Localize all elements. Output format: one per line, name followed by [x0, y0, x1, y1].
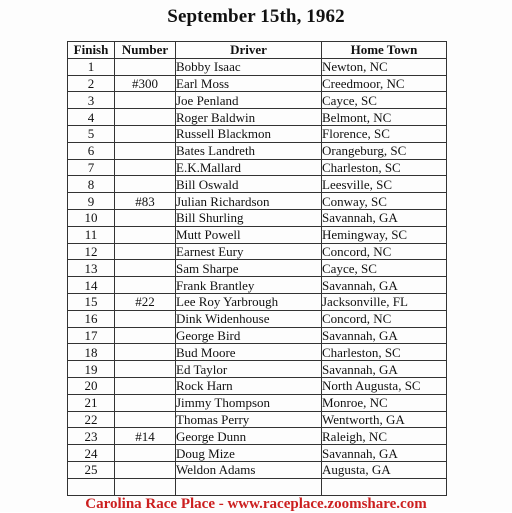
- empty-cell: [68, 478, 115, 495]
- number-cell: [115, 142, 176, 159]
- header-number: Number: [115, 42, 176, 59]
- driver-cell: E.K.Mallard: [176, 159, 322, 176]
- finish-cell: 14: [68, 277, 115, 294]
- race-results-table: [67, 41, 447, 496]
- home-town-cell: Jacksonville, FL: [322, 293, 447, 310]
- number-cell: [115, 176, 176, 193]
- home-town-cell: Florence, SC: [322, 125, 447, 142]
- finish-cell: 20: [68, 377, 115, 394]
- finish-cell: 8: [68, 176, 115, 193]
- number-cell: [115, 377, 176, 394]
- table-row: [68, 344, 447, 361]
- finish-cell: 9: [68, 193, 115, 210]
- home-town-cell: Savannah, GA: [322, 361, 447, 378]
- number-cell: [115, 344, 176, 361]
- empty-cell: [176, 478, 322, 495]
- driver-cell: Russell Blackmon: [176, 125, 322, 142]
- header-finish: Finish: [68, 42, 115, 59]
- number-cell: [115, 243, 176, 260]
- number-cell: [115, 209, 176, 226]
- home-town-cell: Charleston, SC: [322, 159, 447, 176]
- number-cell: [115, 411, 176, 428]
- driver-cell: Jimmy Thompson: [176, 394, 322, 411]
- finish-cell: 24: [68, 445, 115, 462]
- number-cell: [115, 327, 176, 344]
- finish-cell: 25: [68, 461, 115, 478]
- number-cell: #83: [115, 193, 176, 210]
- home-town-cell: Hemingway, SC: [322, 226, 447, 243]
- table-row: [68, 243, 447, 260]
- number-cell: [115, 394, 176, 411]
- home-town-cell: Belmont, NC: [322, 109, 447, 126]
- driver-cell: George Dunn: [176, 428, 322, 445]
- home-town-cell: Orangeburg, SC: [322, 142, 447, 159]
- table-row: [68, 461, 447, 478]
- finish-cell: 22: [68, 411, 115, 428]
- number-cell: [115, 260, 176, 277]
- number-cell: [115, 125, 176, 142]
- number-cell: [115, 159, 176, 176]
- finish-cell: 10: [68, 209, 115, 226]
- home-town-cell: Savannah, GA: [322, 327, 447, 344]
- finish-cell: 2: [68, 75, 115, 92]
- footer-credit: Carolina Race Place - www.raceplace.zoomshare.com: [85, 496, 427, 512]
- number-cell: [115, 361, 176, 378]
- home-town-cell: Monroe, NC: [322, 394, 447, 411]
- table-row: [68, 125, 447, 142]
- table-header-row: [68, 42, 447, 59]
- number-cell: [115, 277, 176, 294]
- driver-cell: Dink Widenhouse: [176, 310, 322, 327]
- driver-cell: Bud Moore: [176, 344, 322, 361]
- driver-cell: Roger Baldwin: [176, 109, 322, 126]
- table-row: [68, 159, 447, 176]
- home-town-cell: Wentworth, GA: [322, 411, 447, 428]
- finish-cell: 15: [68, 293, 115, 310]
- finish-cell: 7: [68, 159, 115, 176]
- home-town-cell: North Augusta, SC: [322, 377, 447, 394]
- number-cell: [115, 58, 176, 75]
- number-cell: [115, 461, 176, 478]
- driver-cell: Ed Taylor: [176, 361, 322, 378]
- empty-cell: [322, 478, 447, 495]
- page-title: September 15th, 1962: [167, 6, 345, 27]
- table-row: [68, 411, 447, 428]
- home-town-cell: Augusta, GA: [322, 461, 447, 478]
- home-town-cell: Cayce, SC: [322, 92, 447, 109]
- home-town-cell: Leesville, SC: [322, 176, 447, 193]
- driver-cell: Rock Harn: [176, 377, 322, 394]
- table-row: [68, 377, 447, 394]
- number-cell: [115, 226, 176, 243]
- home-town-cell: Newton, NC: [322, 58, 447, 75]
- driver-cell: Mutt Powell: [176, 226, 322, 243]
- finish-cell: 23: [68, 428, 115, 445]
- driver-cell: Bobby Isaac: [176, 58, 322, 75]
- number-cell: [115, 445, 176, 462]
- finish-cell: 17: [68, 327, 115, 344]
- finish-cell: 11: [68, 226, 115, 243]
- driver-cell: Earl Moss: [176, 75, 322, 92]
- table-row: [68, 361, 447, 378]
- empty-cell: [115, 478, 176, 495]
- table-row: [68, 394, 447, 411]
- finish-cell: 21: [68, 394, 115, 411]
- table-row: [68, 193, 447, 210]
- driver-cell: Doug Mize: [176, 445, 322, 462]
- table-row: [68, 58, 447, 75]
- table-row: [68, 142, 447, 159]
- driver-cell: Earnest Eury: [176, 243, 322, 260]
- driver-cell: Thomas Perry: [176, 411, 322, 428]
- finish-cell: 16: [68, 310, 115, 327]
- number-cell: #22: [115, 293, 176, 310]
- header-driver: Driver: [176, 42, 322, 59]
- home-town-cell: Raleigh, NC: [322, 428, 447, 445]
- driver-cell: Weldon Adams: [176, 461, 322, 478]
- driver-cell: Bill Oswald: [176, 176, 322, 193]
- finish-cell: 18: [68, 344, 115, 361]
- table-body: [68, 58, 447, 495]
- finish-cell: 3: [68, 92, 115, 109]
- driver-cell: Lee Roy Yarbrough: [176, 293, 322, 310]
- header-home-town: Home Town: [322, 42, 447, 59]
- table-row: [68, 310, 447, 327]
- table-row-empty: [68, 478, 447, 495]
- finish-cell: 6: [68, 142, 115, 159]
- finish-cell: 4: [68, 109, 115, 126]
- finish-cell: 1: [68, 58, 115, 75]
- table-row: [68, 92, 447, 109]
- table-row: [68, 428, 447, 445]
- driver-cell: Frank Brantley: [176, 277, 322, 294]
- home-town-cell: Savannah, GA: [322, 445, 447, 462]
- home-town-cell: Cayce, SC: [322, 260, 447, 277]
- driver-cell: George Bird: [176, 327, 322, 344]
- table-row: [68, 226, 447, 243]
- number-cell: [115, 310, 176, 327]
- home-town-cell: Savannah, GA: [322, 277, 447, 294]
- table-row: [68, 260, 447, 277]
- driver-cell: Julian Richardson: [176, 193, 322, 210]
- home-town-cell: Savannah, GA: [322, 209, 447, 226]
- table-row: [68, 75, 447, 92]
- number-cell: [115, 92, 176, 109]
- home-town-cell: Concord, NC: [322, 310, 447, 327]
- finish-cell: 12: [68, 243, 115, 260]
- driver-cell: Sam Sharpe: [176, 260, 322, 277]
- finish-cell: 13: [68, 260, 115, 277]
- home-town-cell: Charleston, SC: [322, 344, 447, 361]
- number-cell: [115, 109, 176, 126]
- driver-cell: Joe Penland: [176, 92, 322, 109]
- table-row: [68, 293, 447, 310]
- table-row: [68, 445, 447, 462]
- driver-cell: Bill Shurling: [176, 209, 322, 226]
- driver-cell: Bates Landreth: [176, 142, 322, 159]
- finish-cell: 19: [68, 361, 115, 378]
- home-town-cell: Creedmoor, NC: [322, 75, 447, 92]
- table-row: [68, 176, 447, 193]
- home-town-cell: Concord, NC: [322, 243, 447, 260]
- table-row: [68, 109, 447, 126]
- finish-cell: 5: [68, 125, 115, 142]
- number-cell: #300: [115, 75, 176, 92]
- number-cell: #14: [115, 428, 176, 445]
- table-row: [68, 209, 447, 226]
- table-row: [68, 327, 447, 344]
- table-row: [68, 277, 447, 294]
- home-town-cell: Conway, SC: [322, 193, 447, 210]
